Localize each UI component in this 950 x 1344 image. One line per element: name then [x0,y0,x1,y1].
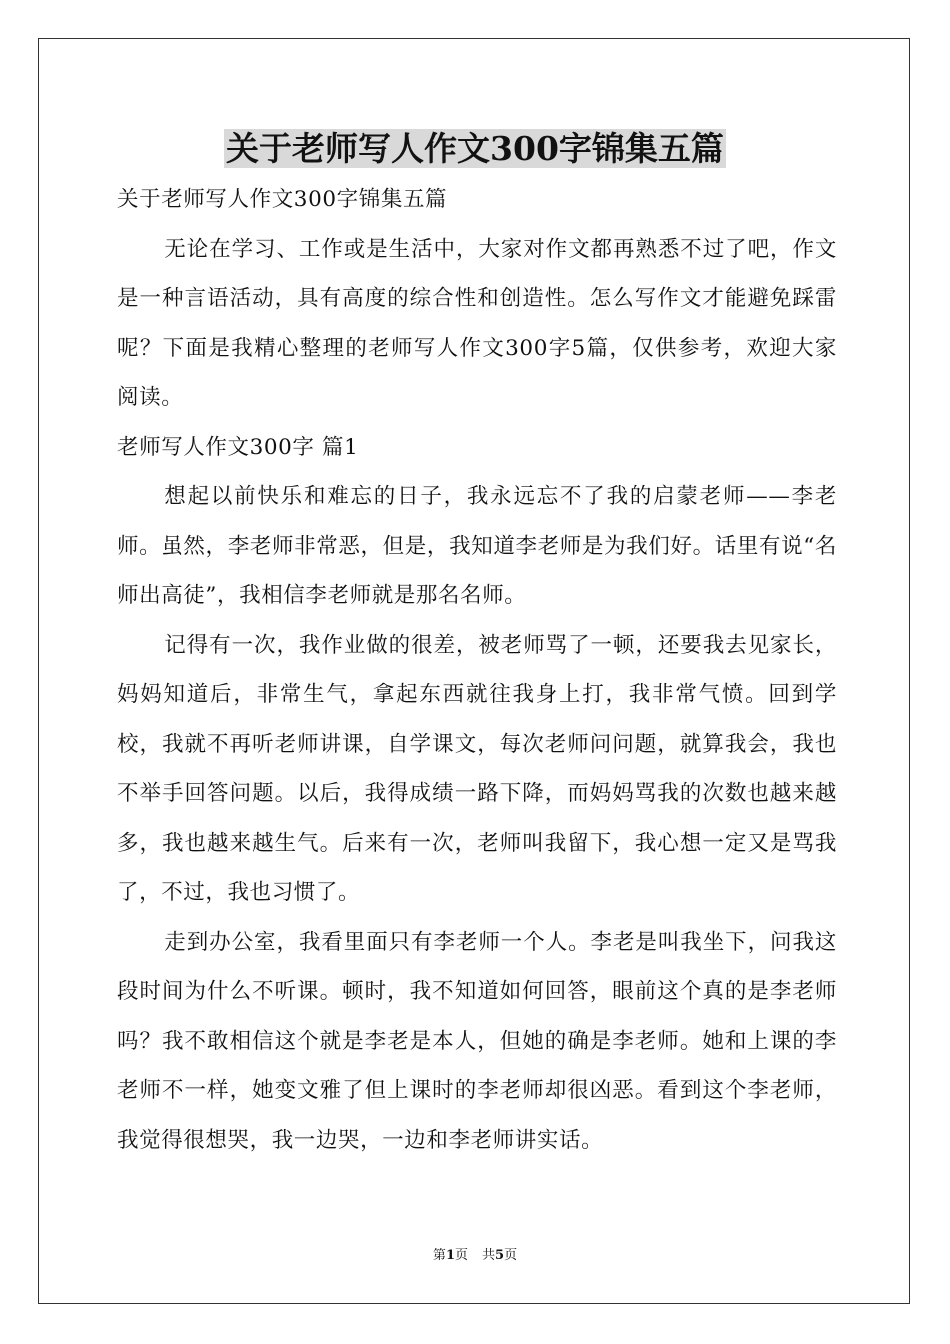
intro-paragraph: 无论在学习、工作或是生活中，大家对作文都再熟悉不过了吧，作文是一种言语活动，具有高度的综合性和创造性。怎么写作文才能避免踩雷呢？下面是我精心整理的老师写人作文300字5篇，仅供参考，欢迎大家阅读。 [117,236,837,410]
page-prefix: 第 [432,1248,446,1263]
body-paragraph: 记得有一次，我作业做的很差，被老师骂了一顿，还要我去见家长，妈妈知道后，非常生气，拿起东西就往我身上打，我非常气愤。回到学校，我就不再听老师讲课，自学课文，每次老师问问题，就算我会，我也不举手回答问题。以后，我得成绩一路下降，而妈妈骂我的次数也越来越多，我也越来越生气。后来有一次，老师叫我留下，我心想一定又是骂我了，不过，我也习惯了。 [117,632,837,905]
page-number: 1 [445,1248,455,1263]
total-prefix: 共 [482,1248,496,1263]
subtitle-line: 关于老师写人作文300字锦集五篇 [117,187,448,212]
section-heading: 老师写人作文300字 篇1 [117,434,359,460]
page-suffix: 页 [454,1248,468,1263]
body-paragraph: 走到办公室，我看里面只有李老师一个人。李老是叫我坐下，问我这段时间为什么不听课。顿时，我不知道如何回答，眼前这个真的是李老师吗？我不敢相信这个就是李老是本人，但她的确是李老师。她和上课的李老师不一样，她变文雅了但上课时的李老师却很凶恶。看到这个李老师，我觉得很想哭，我一边哭，一边和李老师讲实话。 [117,929,837,1153]
body-paragraph: 想起以前快乐和难忘的日子，我永远忘不了我的启蒙老师——李老师。虽然，李老师非常恶，但是，我知道李老师是为我们好。话里有说“名师出高徒”，我相信李老师就是那名名师。 [117,484,837,608]
document-title-text: 关于老师写人作文300字锦集五篇 [226,129,724,168]
document-title [0,124,950,174]
page-footer [0,1246,950,1266]
document-body [117,175,837,1165]
total-pages: 5 [495,1248,505,1263]
total-suffix: 页 [504,1248,518,1263]
